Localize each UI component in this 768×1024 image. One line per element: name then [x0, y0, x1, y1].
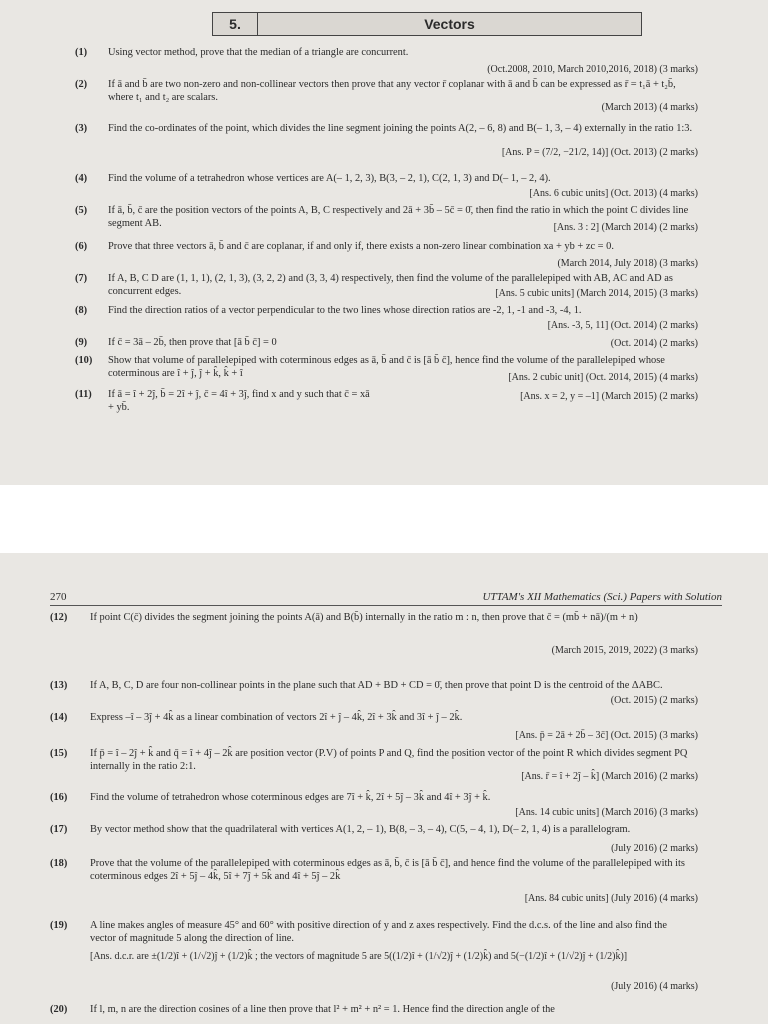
answer-reference: [Ans. x = 2, y = –1] (March 2015) (2 marks): [520, 391, 698, 402]
answer-reference: [Ans. 14 cubic units] (March 2016) (3 marks): [515, 807, 698, 818]
answer-reference: [Ans. P = (7/2, −21/2, 14)] (Oct. 2013) (2 marks): [501, 147, 698, 158]
question-text: Find the direction ratios of a vector perpendicular to the two lines whose direction ratios are -2, 1, -1 and -3, -4, 1.: [108, 305, 582, 316]
question-number: (1): [75, 47, 88, 58]
answer-reference: [Ans. 2 cubic unit] (Oct. 2014, 2015) (4 marks): [508, 372, 698, 383]
question-text: Prove that the volume of the parallelepiped with coterminous edges as ā, b̄, c̄ is [ā b̄ c̄], and hence find the volume of the parallelepiped with its coterminous edges 2î + 5ĵ – 4k̂, 5î + 7ĵ + 5k̂ and 4î + 5ĵ – 2k̂: [90, 858, 685, 882]
question-number: (20): [50, 1004, 68, 1015]
question-text: Show that volume of parallelepiped with coterminous edges as ā, b̄ and c̄ is [ā b̄ c̄], hence find the volume of the parallelepiped whose coterminous are î + ĵ, ĵ + k̂, k̂ + î: [108, 355, 665, 379]
answer-reference: [Ans. p̄ = 2ā + 2b̄ – 3c̄] (Oct. 2015) (3 marks): [515, 730, 698, 741]
page-number: 270: [50, 591, 67, 603]
question-number: (15): [50, 748, 68, 759]
question-text: If A, B, C D are (1, 1, 1), (2, 1, 3), (3, 2, 2) and (3, 3, 4) respectively, then find the volume of the parallelepiped with AB, AC and AD as concurrent edges.: [108, 273, 673, 297]
question-text: If point C(c̄) divides the segment joining the points A(ā) and B(b̄) internally in the ratio m : n, then prove that c̄ = (mb̄ + nā)/(m + n): [90, 612, 638, 623]
question-number: (8): [75, 305, 88, 316]
answer-reference: (Oct. 2015) (2 marks): [610, 695, 698, 706]
answer-reference: (March 2015, 2019, 2022) (3 marks): [551, 645, 698, 656]
question-number: (19): [50, 920, 68, 931]
answer-reference: (Oct.2008, 2010, March 2010,2016, 2018) (3 marks): [487, 64, 698, 75]
answer-reference: (March 2014, July 2018) (3 marks): [557, 258, 698, 269]
question-number: (2): [75, 79, 88, 90]
question-text: If ā, b̄, c̄ are the position vectors of the points A, B, C respectively and 2ā + 3b̄ – 5c̄ = 0̄, then find the ratio in which the point C divides line segment AB.: [108, 205, 689, 229]
chapter-number: 5.: [213, 13, 258, 35]
question-text: Find the volume of tetrahedron whose coterminous edges are 7î + k̂, 2î + 5ĵ – 3k̂ and 4î + 3ĵ + k̂.: [90, 792, 491, 803]
answer-reference: [Ans. 3 : 2] (March 2014) (2 marks): [553, 222, 698, 233]
page-header: [50, 591, 722, 606]
answer-reference: [Ans. 6 cubic units] (Oct. 2013) (4 marks): [529, 188, 698, 199]
page-top: [0, 0, 768, 485]
question-number: (3): [75, 123, 88, 134]
answer-reference: [Ans. 5 cubic units] (March 2014, 2015) (3 marks): [495, 288, 698, 299]
question-text: By vector method show that the quadrilateral with vertices A(1, 2, – 1), B(8, – 3, – 4), C(5, – 4, 1), D(– 2, 1, 4) is a parallelogram.: [90, 824, 631, 835]
question-text: If p̄ = î – 2ĵ + k̂ and q̄ = î + 4ĵ – 2k̂ are position vector (P.V) of points P and Q, find the position vector of the point R which divides segment PQ internally in the ratio 2:1.: [90, 748, 688, 772]
question-number: (14): [50, 712, 68, 723]
question-number: (12): [50, 612, 68, 623]
answer-reference: (July 2016) (4 marks): [611, 981, 698, 992]
question-number: (6): [75, 241, 88, 252]
question-text: If A, B, C, D are four non-collinear points in the plane such that AD + BD + CD = 0̄, then prove that point D is the centroid of the ΔABC.: [90, 680, 663, 691]
question-number: (17): [50, 824, 68, 835]
answer-reference: (March 2013) (4 marks): [601, 102, 698, 113]
chapter-title: Vectors: [424, 16, 475, 32]
question-number: (16): [50, 792, 68, 803]
question-text: Find the co-ordinates of the point, which divides the line segment joining the points A(2, – 6, 8) and B(– 1, 3, – 4) externally in the ratio 1:3.: [108, 123, 693, 134]
question-text: If c̄ = 3ā – 2b̄, then prove that [ā b̄ c̄] = 0: [108, 337, 277, 348]
question-text: If ā = î + 2ĵ, b̄ = 2î + ĵ, c̄ = 4î + 3ĵ, find x and y such that c̄ = xā + yb̄.: [108, 389, 370, 413]
running-title: UTTAM's XII Mathematics (Sci.) Papers with Solution: [482, 591, 722, 603]
question-text: Express –î – 3ĵ + 4k̂ as a linear combination of vectors 2î + ĵ – 4k̂, 2î + 3k̂ and 3î + ĵ – 2k̂.: [90, 712, 463, 723]
question-number: (7): [75, 273, 88, 284]
question-number: (11): [75, 389, 92, 400]
answer-reference: (July 2016) (2 marks): [611, 843, 698, 854]
answer-reference: (Oct. 2014) (2 marks): [610, 338, 698, 349]
question-number: (13): [50, 680, 68, 691]
question-number: (5): [75, 205, 88, 216]
question-text: If l, m, n are the direction cosines of a line then prove that l² + m² + n² = 1. Hence find the direction angle of the: [90, 1004, 555, 1015]
answer-reference: [Ans. d.c.r. are ±(1/2)î + (1/√2)ĵ + (1/2)k̂ ; the vectors of magnitude 5 are 5((1/2)î + (1/√2)ĵ + (1/2)k̂) and 5(−(1/2)î + (1/√2)ĵ + (1/2)k̂)]: [90, 951, 628, 962]
question-text: Prove that three vectors ā, b̄ and c̄ are coplanar, if and only if, there exists a non-zero linear combination xa + yb + zc = 0.: [108, 241, 614, 252]
chapter-heading: [212, 12, 642, 36]
question-text: A line makes angles of measure 45° and 60° with positive direction of y and z axes respectively. Find the d.c.s. of the line and also find the vector of magnitude 5 along the direction of line.: [90, 920, 667, 944]
question-text: Find the volume of a tetrahedron whose vertices are A(– 1, 2, 3), B(3, – 2, 1), C(2, 1, 3) and D(– 1, – 2, 4).: [108, 173, 551, 184]
answer-reference: [Ans. 84 cubic units] (July 2016) (4 marks): [524, 893, 698, 904]
question-text: If ā and b̄ are two non-zero and non-collinear vectors then prove that any vector r̄ coplanar with ā and b̄ can be expressed as r̄ = t₁ā + t₂b̄, where t₁ and t₂ are scalars.: [108, 79, 676, 103]
answer-reference: [Ans. r̄ = î + 2ĵ – k̂] (March 2016) (2 marks): [521, 771, 698, 782]
question-number: (18): [50, 858, 68, 869]
question-number: (4): [75, 173, 88, 184]
page-bottom: [0, 553, 768, 1024]
question-number: (10): [75, 355, 93, 366]
question-number: (9): [75, 337, 88, 348]
answer-reference: [Ans. -3, 5, 11] (Oct. 2014) (2 marks): [547, 320, 698, 331]
question-text: Using vector method, prove that the median of a triangle are concurrent.: [108, 47, 409, 58]
